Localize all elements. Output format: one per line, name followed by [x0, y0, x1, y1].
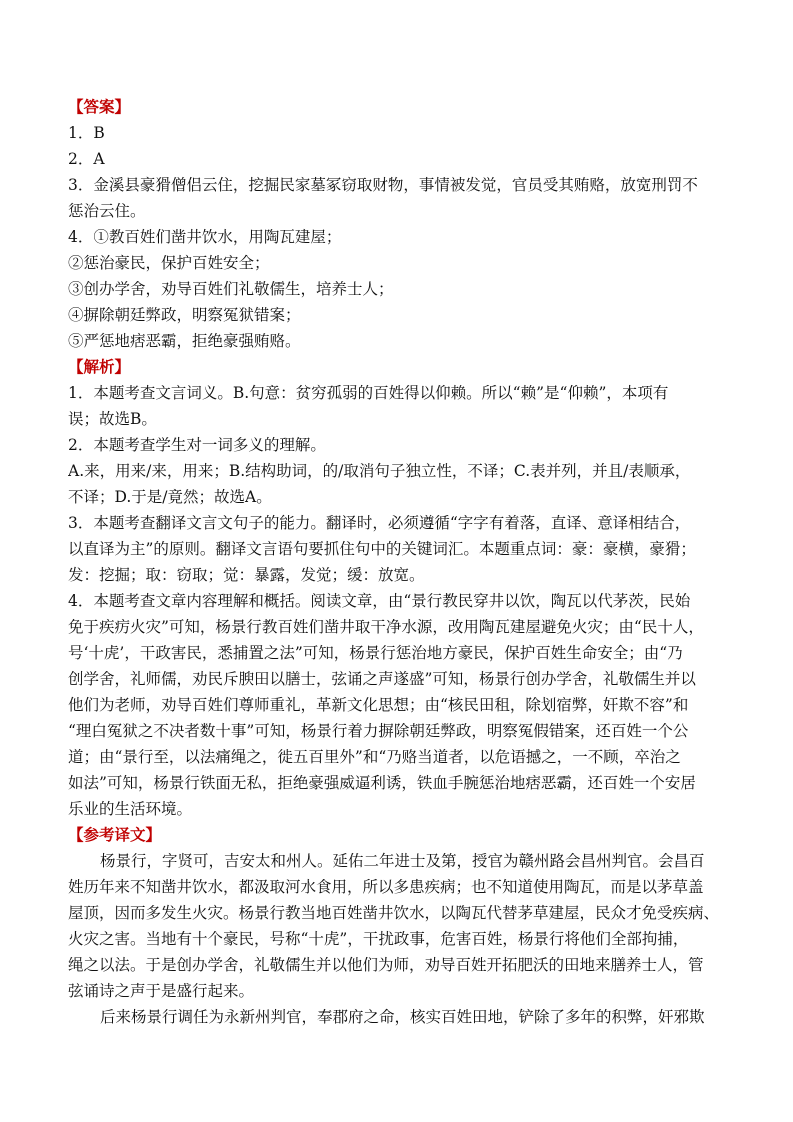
- analysis-line: 2．本题考查学生对一词多义的理解。: [68, 436, 326, 454]
- analysis-line: 乐业的生活环境。: [68, 800, 193, 818]
- answer-section: [68, 120, 724, 354]
- translation-line: 后来杨景行调任为永新州判官，奉郡府之命，核实百姓田地，铲除了多年的积弊，奸邪欺: [100, 1008, 705, 1026]
- analysis-line: 4．本题考查文章内容理解和概括。阅读文章，由“景行教民穿井以饮，陶瓦以代茅茨，民始: [68, 592, 691, 610]
- analysis-line: 3．本题考查翻译文言文句子的能力。翻译时，必须遵循“字字有着落，直译、意译相结合，: [68, 514, 691, 532]
- analysis-line: 如法”可知，杨景行铁面无私，拒绝豪强威逼利诱，铁血手腕惩治地痞恶霸，还百姓一个安居: [68, 774, 696, 792]
- analysis-line: 道；由“景行至，以法痛绳之，徙五百里外”和“乃赂当道者，以危语撼之，一不顾，卒治之: [68, 748, 681, 766]
- analysis-line: A.来，用来/来，用来；B.结构助词，的/取消句子独立性，不译；C.表并列，并且/表顺承，: [68, 462, 691, 480]
- analysis-line: “理白冤狱之不决者数十事”可知，杨景行着力摒除朝廷弊政，明察冤假错案，还百姓一个公: [68, 722, 689, 740]
- translation-line: 杨景行，字贤可，吉安太和州人。延佑二年进士及第，授官为赣州路会昌州判官。会昌百: [100, 852, 705, 870]
- answer-line: 1．B: [68, 124, 105, 142]
- analysis-line: 发：挖掘；取：窃取；觉：暴露，发觉；缓：放宽。: [68, 566, 425, 584]
- translation-line: 绳之以法。于是创办学舍，礼敬儒生并以他们为师，劝导百姓开拓肥沃的田地来膳养士人，管: [68, 956, 704, 974]
- translation-section: [68, 848, 724, 1030]
- translation-heading: 【参考译文】: [68, 825, 162, 844]
- answer-line: 3．金溪县豪猾僧侣云住，挖掘民家墓冢窃取财物，事情被发觉，官员受其贿赂，放宽刑罚不: [68, 176, 698, 194]
- answer-line: 惩治云住。: [68, 202, 146, 220]
- analysis-line: 不译；D.于是/竟然；故选A。: [68, 488, 272, 506]
- answer-heading: 【答案】: [68, 97, 131, 116]
- analysis-line: 以直译为主”的原则。翻译文言语句要抓住句中的关键词汇。本题重点词：豪：豪横，豪猾；: [68, 540, 696, 558]
- translation-line: 火灾之害。当地有十个豪民，号称“十虎”，干扰政事，危害百姓，杨景行将他们全部拘捕，: [68, 930, 689, 948]
- analysis-section: [68, 380, 724, 822]
- answer-line: ②惩治豪民，保护百姓安全；: [68, 254, 270, 272]
- answer-line: ④摒除朝廷弊政，明察冤狱错案；: [68, 306, 301, 324]
- answer-line: ⑤严惩地痞恶霸，拒绝豪强贿赂。: [68, 332, 301, 350]
- translation-line: 屋顶，因而多发生火灾。杨景行教当地百姓凿井饮水，以陶瓦代替茅草建屋，民众才免受疾病、: [68, 904, 720, 922]
- analysis-line: 1．本题考查文言词义。B.句意：贫穷孤弱的百姓得以仰赖。所以“赖”是“仰赖”，本项有: [68, 384, 669, 402]
- translation-line: 姓历年来不知凿井饮水，都汲取河水食用，所以多患疾病；也不知道使用陶瓦，而是以茅草盖: [68, 878, 704, 896]
- translation-line: 弦诵诗之声于是盛行起来。: [68, 982, 255, 1000]
- answer-line: 4．①教百姓们凿井饮水，用陶瓦建屋；: [68, 228, 342, 246]
- analysis-line: 创学舍，礼师儒，劝民斥腴田以膳士，弦诵之声遂盛”可知，杨景行创办学舍，礼敬儒生并以: [68, 670, 696, 688]
- analysis-line: 误；故选B。: [68, 410, 157, 428]
- analysis-heading: 【解析】: [68, 357, 131, 376]
- answer-line: ③创办学舍，劝导百姓们礼敬儒生，培养士人；: [68, 280, 394, 298]
- analysis-line: 他们为老师，劝导百姓们尊师重礼，革新文化思想；由“核民田租，除划宿弊，奸欺不容”和: [68, 696, 689, 714]
- analysis-line: 号‘十虎’，干政害民，悉捕置之法”可知，杨景行惩治地方豪民，保护百姓生命安全；由“乃: [68, 644, 683, 662]
- document-body: [68, 94, 724, 1030]
- answer-line: 2．A: [68, 150, 105, 168]
- analysis-line: 免于疾疠火灾”可知，杨景行教百姓们凿井取干净水源，改用陶瓦建屋避免火灾；由“民十人，: [68, 618, 704, 636]
